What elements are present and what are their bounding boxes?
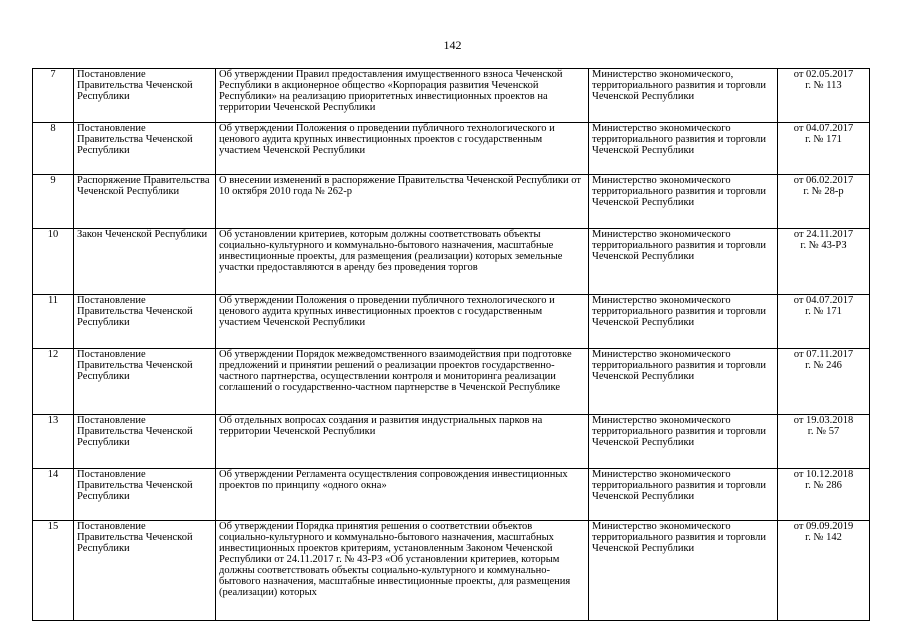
document-title-cell: Об утверждении Положения о проведении публичного технологического и ценового аудита крупных инвестиционных проектов с государственным участием Чеченской Республики — [216, 123, 589, 175]
document-number: г. № 113 — [805, 80, 842, 91]
row-number-cell: 13 — [33, 415, 74, 469]
row-number-cell: 11 — [33, 295, 74, 349]
document-title-cell: О внесении изменений в распоряжение Правительства Чеченской Республики от 10 октября 2010 года № 262-р — [216, 175, 589, 229]
document-title-cell: Об утверждении Порядка принятия решения о соответствии объектов социально-культурного и коммунально-бытового назначения, масштабных инвестиционных проектов критериям, установленным Законом Чеченской Республики от 24.11.2017 г. № 43-РЗ «Об установлении критериев, которым должны соответствовать объекты социально-культурного и коммунально-бытового назначения, масштабные инвестиционные проекты, для размещения (реализации) которых — [216, 521, 589, 621]
document-date: от 19.03.2018 — [793, 415, 854, 426]
document-title-cell: Об утверждении Порядок межведомственного взаимодействия при подготовке предложений и принятии решений о реализации проектов государственно-частного партнерства, осуществлении контроля и мониторинга реализации соглашений о государственно-частном партнерстве в Чеченской Республике — [216, 349, 589, 415]
document-number: г. № 246 — [805, 360, 842, 371]
document-title-cell: Об утверждении Правил предоставления имущественного взноса Чеченской Республики в акционерное общество «Корпорация развития Чеченской Республики» на реализацию приоритетных инвестиционных проектов на территории Чеченской Республики — [216, 69, 589, 123]
responsible-body-cell: Министерство экономического, территориального развития и торговли Чеченской Республики — [589, 69, 778, 123]
document-title-cell: Об утверждении Положения о проведении публичного технологического и ценового аудита крупных инвестиционных проектов с государственным участием Чеченской Республики — [216, 295, 589, 349]
row-number-cell: 7 — [33, 69, 74, 123]
document-date: от 09.09.2019 — [793, 521, 854, 532]
document-type-cell: Постановление Правительства Чеченской Республики — [74, 69, 216, 123]
responsible-body-cell: Министерство экономического территориального развития и торговли Чеченской Республики — [589, 229, 778, 295]
responsible-body-cell: Министерство экономического территориального развития и торговли Чеченской Республики — [589, 521, 778, 621]
document-title-cell: Об утверждении Регламента осуществления сопровождения инвестиционных проектов по принципу «одного окна» — [216, 469, 589, 521]
document-date-cell — [778, 415, 870, 469]
responsible-body-cell: Министерство экономического территориального развития и торговли Чеченской Республики — [589, 175, 778, 229]
document-number: г. № 57 — [807, 426, 840, 437]
table-row — [33, 69, 870, 123]
document-date-cell — [778, 175, 870, 229]
row-number-cell: 9 — [33, 175, 74, 229]
table-row — [33, 295, 870, 349]
document-type-cell: Закон Чеченской Республики — [74, 229, 216, 295]
document-number: г. № 171 — [805, 134, 842, 145]
document-date-cell — [778, 469, 870, 521]
document-number: г. № 171 — [805, 306, 842, 317]
document-type-cell: Постановление Правительства Чеченской Республики — [74, 295, 216, 349]
table-row — [33, 229, 870, 295]
table-row — [33, 123, 870, 175]
responsible-body-cell: Министерство экономического территориального развития и торговли Чеченской Республики — [589, 469, 778, 521]
document-title-cell: Об отдельных вопросах создания и развития индустриальных парков на территории Чеченской Республики — [216, 415, 589, 469]
document-title-cell: Об установлении критериев, которым должны соответствовать объекты социально-культурного и коммунально-бытового назначения, масштабные инвестиционные проекты, для размещения (реализации) которых земельные участки предоставляются в аренду без проведения торгов — [216, 229, 589, 295]
row-number-cell: 14 — [33, 469, 74, 521]
responsible-body-cell: Министерство экономического территориального развития и торговли Чеченской Республики — [589, 123, 778, 175]
row-number-cell: 15 — [33, 521, 74, 621]
document-date: от 10.12.2018 — [793, 469, 854, 480]
document-type-cell: Постановление Правительства Чеченской Республики — [74, 521, 216, 621]
row-number-cell: 12 — [33, 349, 74, 415]
document-date-cell — [778, 229, 870, 295]
document-type-cell: Постановление Правительства Чеченской Республики — [74, 123, 216, 175]
document-number: г. № 28-р — [803, 186, 844, 197]
document-date-cell — [778, 349, 870, 415]
table-row — [33, 521, 870, 621]
documents-table — [32, 68, 870, 621]
document-type-cell: Постановление Правительства Чеченской Республики — [74, 349, 216, 415]
document-number: г. № 286 — [805, 480, 842, 491]
table-row — [33, 349, 870, 415]
responsible-body-cell: Министерство экономического территориального развития и торговли Чеченской Республики — [589, 295, 778, 349]
document-date: от 04.07.2017 — [793, 123, 854, 134]
responsible-body-cell: Министерство экономического территориального развития и торговли Чеченской Республики — [589, 349, 778, 415]
page-number: 142 — [443, 38, 462, 52]
document-date-cell — [778, 123, 870, 175]
document-date: от 07.11.2017 — [793, 349, 854, 360]
document-date-cell — [778, 521, 870, 621]
responsible-body-cell: Министерство экономического территориального развития и торговли Чеченской Республики — [589, 415, 778, 469]
documents-table-body — [33, 69, 870, 621]
row-number-cell: 8 — [33, 123, 74, 175]
document-date: от 24.11.2017 — [793, 229, 854, 240]
table-row — [33, 175, 870, 229]
table-row — [33, 469, 870, 521]
table-row — [33, 415, 870, 469]
document-date: от 04.07.2017 — [793, 295, 854, 306]
document-type-cell: Распоряжение Правительства Чеченской Республики — [74, 175, 216, 229]
document-type-cell: Постановление Правительства Чеченской Республики — [74, 469, 216, 521]
document-date-cell — [778, 69, 870, 123]
document-date-cell — [778, 295, 870, 349]
document-date: от 06.02.2017 — [793, 175, 854, 186]
document-type-cell: Постановление Правительства Чеченской Республики — [74, 415, 216, 469]
document-number: г. № 142 — [805, 532, 842, 543]
document-date: от 02.05.2017 — [793, 69, 854, 80]
document-number: г. № 43-РЗ — [800, 240, 847, 251]
row-number-cell: 10 — [33, 229, 74, 295]
